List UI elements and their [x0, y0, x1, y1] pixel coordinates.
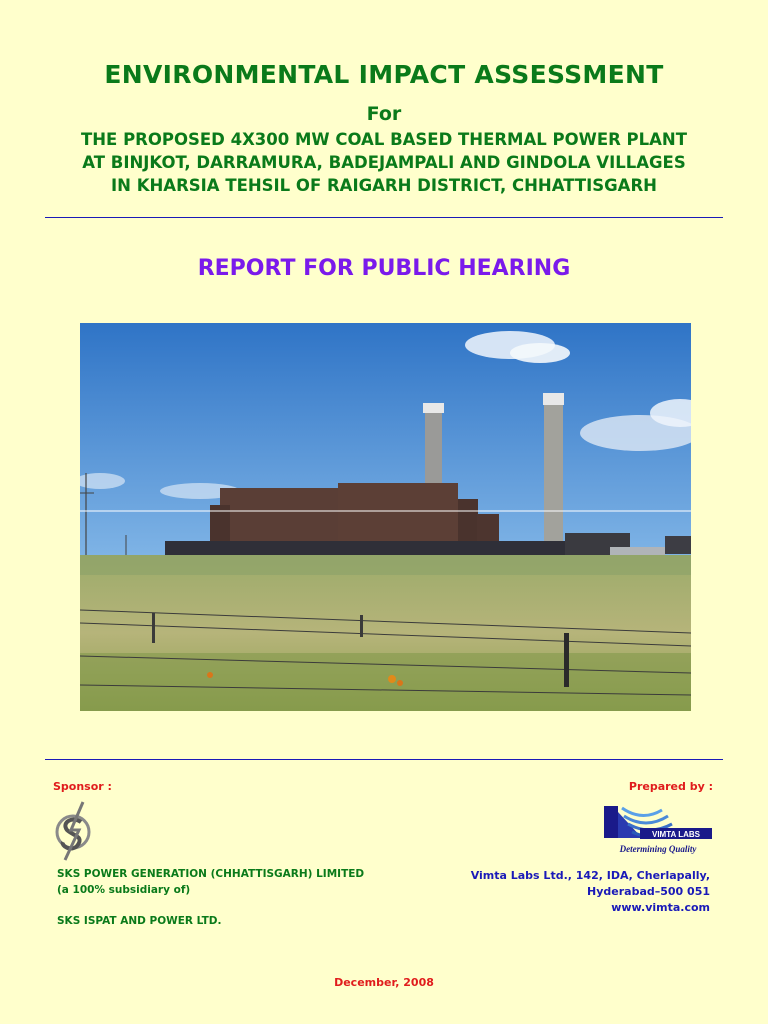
- vimta-labs-logo: [602, 802, 714, 858]
- document-title: ENVIRONMENTAL IMPACT ASSESSMENT: [104, 60, 664, 89]
- sponsor-company: SKS POWER GENERATION (CHHATTISGARH) LIMITED: [57, 868, 365, 880]
- top-divider: [45, 217, 723, 218]
- subtitle-line-1: THE PROPOSED 4X300 MW COAL BASED THERMAL POWER PLANT: [80, 130, 687, 149]
- vimta-logo-tagline: Determining Quality: [619, 844, 697, 854]
- power-plant-photo: [80, 323, 691, 711]
- prepared-by-label: Prepared by :: [628, 780, 713, 793]
- address-line-1: Vimta Labs Ltd., 142, IDA, Cherlapally,: [470, 869, 710, 882]
- bottom-divider: [45, 759, 723, 760]
- website-link[interactable]: www.vimta.com: [611, 901, 710, 914]
- sponsor-label: Sponsor :: [53, 780, 112, 793]
- subtitle-line-3: IN KHARSIA TEHSIL OF RAIGARH DISTRICT, CHHATTISGARH: [111, 176, 657, 195]
- preparer-address: [410, 868, 710, 916]
- address-line-2: Hyderabad–500 051: [587, 885, 710, 898]
- subtitle-line-2: AT BINJKOT, DARRAMURA, BADEJAMPALI AND GINDOLA VILLAGES: [82, 153, 686, 172]
- sponsor-parent-company: SKS ISPAT AND POWER LTD.: [57, 915, 222, 927]
- report-title: REPORT FOR PUBLIC HEARING: [197, 256, 571, 281]
- sks-logo-icon: [53, 800, 95, 862]
- project-subtitle: [0, 128, 768, 197]
- for-label: For: [366, 103, 402, 125]
- sponsor-subsidiary-note: (a 100% subsidiary of): [57, 884, 191, 896]
- vimta-logo-name: VIMTA LABS: [652, 830, 700, 839]
- report-date: December, 2008: [334, 976, 434, 989]
